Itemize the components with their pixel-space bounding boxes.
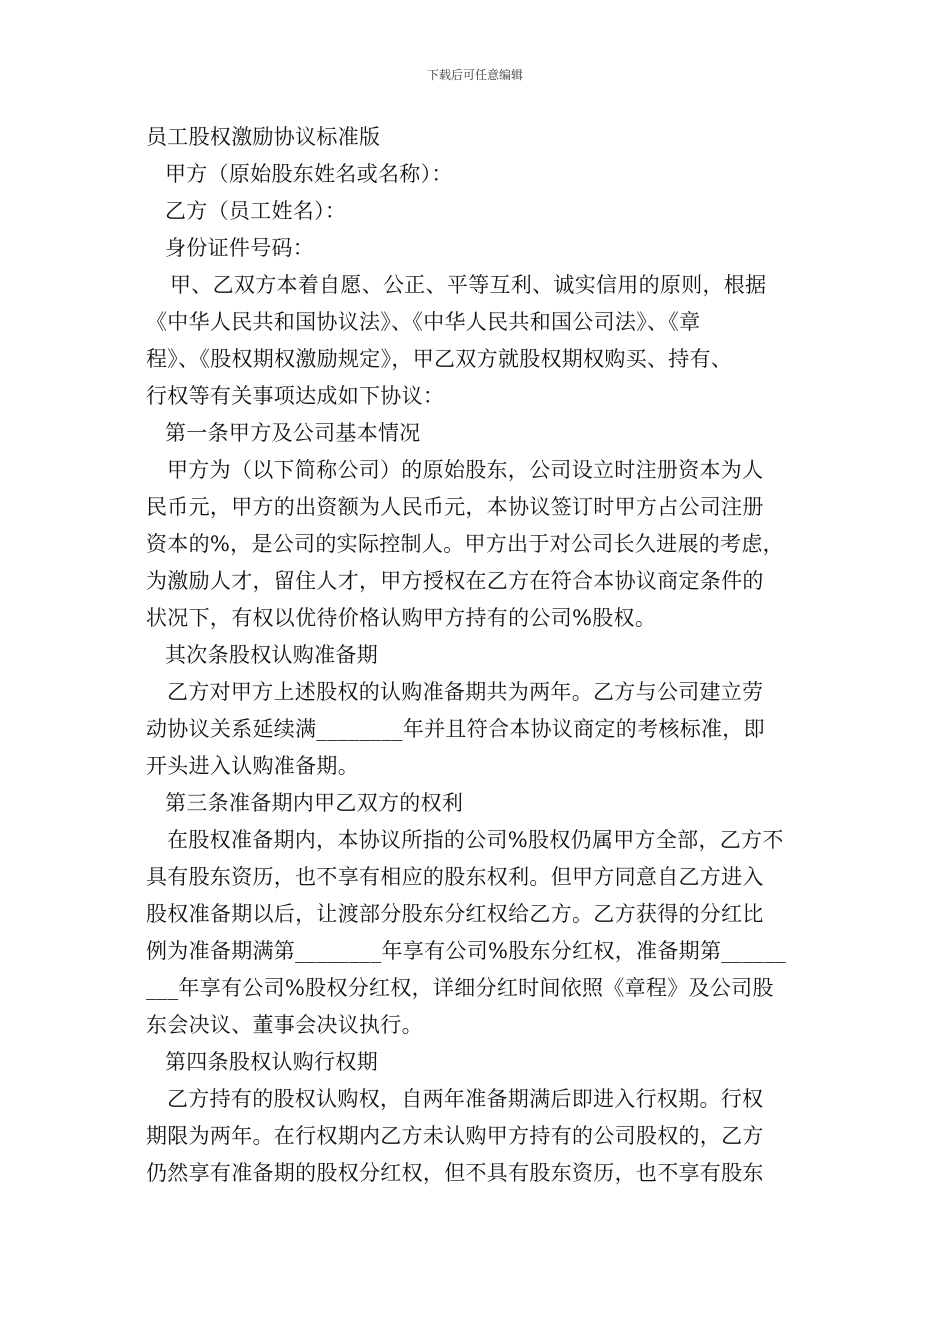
paragraph-line: 开头进入认购准备期。: [146, 754, 359, 778]
article-heading: 第三条准备期内甲乙双方的权利: [165, 791, 464, 815]
paragraph-line: 甲方为（以下简称公司）的原始股东，公司设立时注册资本为人: [167, 458, 764, 482]
paragraph-line: 乙方持有的股权认购权，自两年准备期满后即进入行权期。行权: [167, 1087, 764, 1111]
paragraph-line: 为激励人才，留住人才，甲方授权在乙方在符合本协议商定条件的: [146, 569, 764, 593]
paragraph-line: 在股权准备期内，本协议所指的公司%股权仍属甲方全部，乙方不: [167, 828, 784, 852]
party-a-line: 甲方（原始股东姓名或名称）：: [165, 162, 453, 186]
document-title: 员工股权激励协议标准版: [146, 125, 381, 149]
paragraph-line: 例为准备期满第________年享有公司%股东分红权，准备期第______: [146, 939, 787, 963]
paragraph-line: 《中华人民共和国协议法》、《中华人民共和国公司法》、《章: [146, 310, 701, 334]
paragraph-line: 状况下，有权以优待价格认购甲方持有的公司%股权。: [146, 606, 657, 630]
paragraph-line: 具有股东资历，也不享有相应的股东权利。但甲方同意自乙方进入: [146, 865, 764, 889]
paragraph-line: 甲、乙双方本着自愿、公正、平等互利、诚实信用的原则，根据: [170, 273, 767, 297]
paragraph-line: 乙方对甲方上述股权的认购准备期共为两年。乙方与公司建立劳: [167, 680, 764, 704]
article-heading: 第四条股权认购行权期: [165, 1050, 378, 1074]
paragraph-line: 动协议关系延续满________年并且符合本协议商定的考核标准，即: [146, 717, 765, 741]
paragraph-line: 民币元，甲方的出资额为人民币元，本协议签订时甲方占公司注册: [146, 495, 764, 519]
paragraph-line: 股权准备期以后，让渡部分股东分红权给乙方。乙方获得的分红比: [146, 902, 764, 926]
paragraph-line: 期限为两年。在行权期内乙方未认购甲方持有的公司股权的，乙方: [146, 1124, 764, 1148]
id-number-line: 身份证件号码：: [165, 236, 315, 260]
paragraph-line: 资本的%，是公司的实际控制人。甲方出于对公司长久进展的考虑，: [146, 532, 784, 556]
article-heading: 其次条股权认购准备期: [165, 643, 378, 667]
paragraph-line: 程》、《股权期权激励规定》，甲乙双方就股权期权购买、持有、: [146, 347, 733, 371]
paragraph-line: ___年享有公司%股权分红权，详细分红时间依照《章程》及公司股: [146, 976, 774, 1000]
article-heading: 第一条甲方及公司基本情况: [165, 421, 421, 445]
page-header-note: 下载后可任意编辑: [426, 68, 523, 82]
paragraph-line: 行权等有关事项达成如下协议：: [146, 384, 445, 408]
document-body: [146, 119, 816, 1192]
party-b-line: 乙方（员工姓名）：: [165, 199, 347, 223]
paragraph-line: 仍然享有准备期的股权分红权，但不具有股东资历，也不享有股东: [146, 1161, 764, 1185]
paragraph-line: 东会决议、董事会决议执行。: [146, 1013, 423, 1037]
